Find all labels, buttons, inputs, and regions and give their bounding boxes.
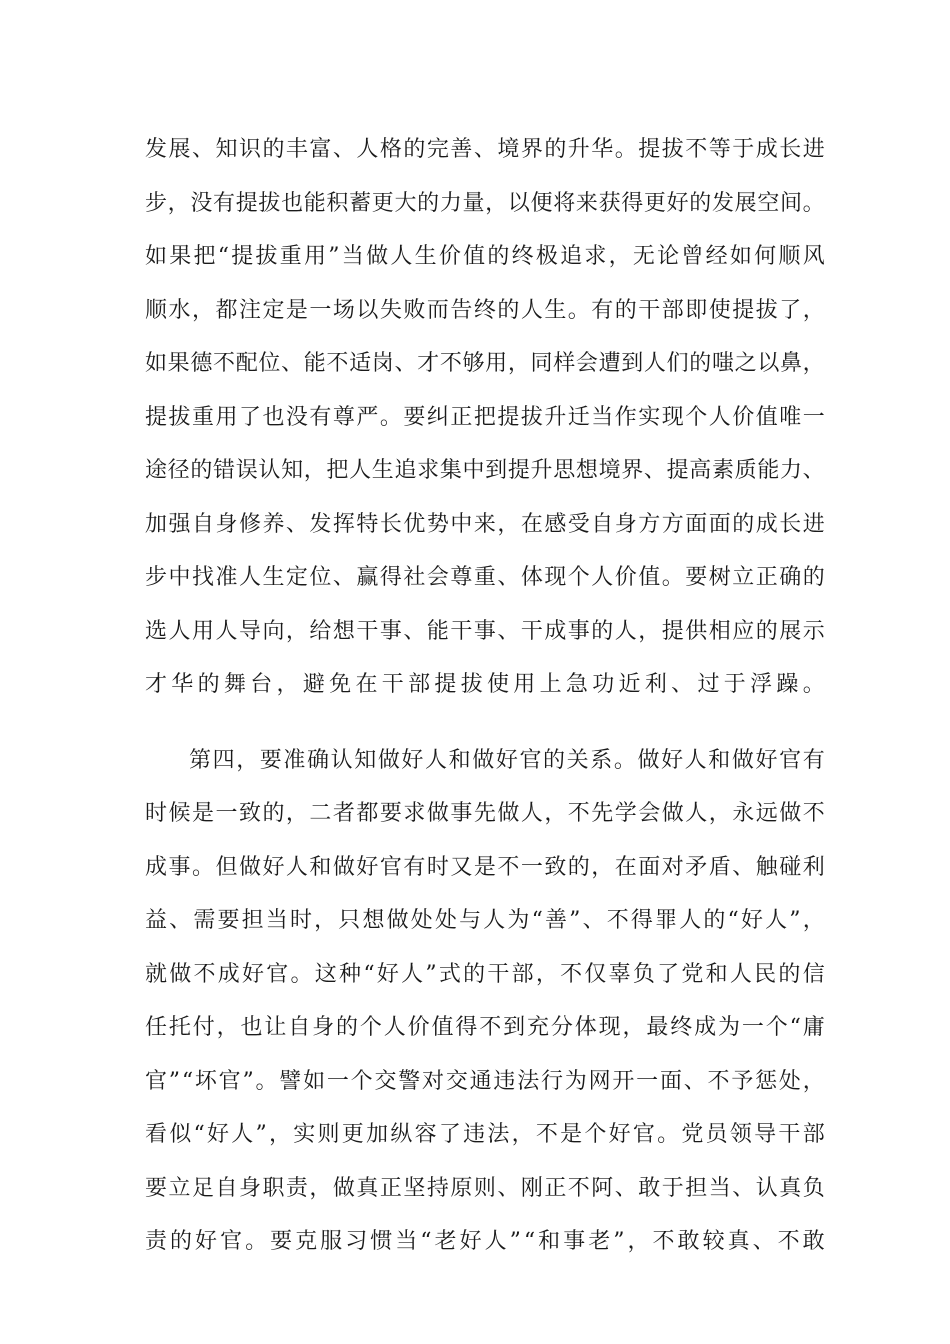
text-line: 就做不成好官。这种“好人”式的干部，不仅辜负了党和人民的信 xyxy=(145,962,827,987)
text-line: 步中找准人生定位、赢得社会尊重、体现个人价值。要树立正确的 xyxy=(145,565,827,590)
text-line: 益、需要担当时，只想做处处与人为“善”、不得罪人的“好人”， xyxy=(145,908,827,933)
text-line: 途径的错误认知，把人生追求集中到提升思想境界、提高素质能力、 xyxy=(145,458,826,483)
text-line: 步，没有提拔也能积蓄更大的力量，以便将来获得更好的发展空间。 xyxy=(145,191,826,216)
text-line: 加强自身修养、发挥特长优势中来，在感受自身方方面面的成长进 xyxy=(145,512,827,537)
text-line: 提拔重用了也没有尊严。要纠正把提拔升迁当作实现个人价值唯一 xyxy=(145,405,827,430)
text-line: 要立足自身职责，做真正坚持原则、刚正不阿、敢于担当、认真负 xyxy=(145,1176,827,1201)
text-line: 成事。但做好人和做好官有时又是不一致的，在面对矛盾、触碰利 xyxy=(145,855,827,880)
text-line: 如果把“提拔重用”当做人生价值的终极追求，无论曾经如何顺风 xyxy=(145,244,827,269)
text-line: 第四，要准确认知做好人和做好官的关系。做好人和做好官有 xyxy=(189,748,827,773)
text-line: 才华的舞台，避免在干部提拔使用上急功近利、过于浮躁。 xyxy=(145,672,829,697)
text-line: 时候是一致的，二者都要求做事先做人，不先学会做人，永远做不 xyxy=(145,801,827,826)
text-line: 任托付，也让自身的个人价值得不到充分体现，最终成为一个“庸 xyxy=(145,1015,827,1040)
text-line: 发展、知识的丰富、人格的完善、境界的升华。提拔不等于成长进 xyxy=(145,137,827,162)
text-line: 看似“好人”，实则更加纵容了违法，不是个好官。党员领导干部 xyxy=(145,1122,827,1147)
text-line: 官”“坏官”。譬如一个交警对交通违法行为网开一面、不予惩处， xyxy=(145,1069,827,1094)
text-line: 顺水，都注定是一场以失败而告终的人生。有的干部即使提拔了， xyxy=(145,298,827,323)
text-line: 如果德不配位、能不适岗、才不够用，同样会遭到人们的嗤之以鼻， xyxy=(145,351,826,376)
text-line: 责的好官。要克服习惯当“老好人”“和事老”，不敢较真、不敢 xyxy=(145,1229,828,1254)
text-line: 选人用人导向，给想干事、能干事、干成事的人，提供相应的展示 xyxy=(145,619,827,644)
